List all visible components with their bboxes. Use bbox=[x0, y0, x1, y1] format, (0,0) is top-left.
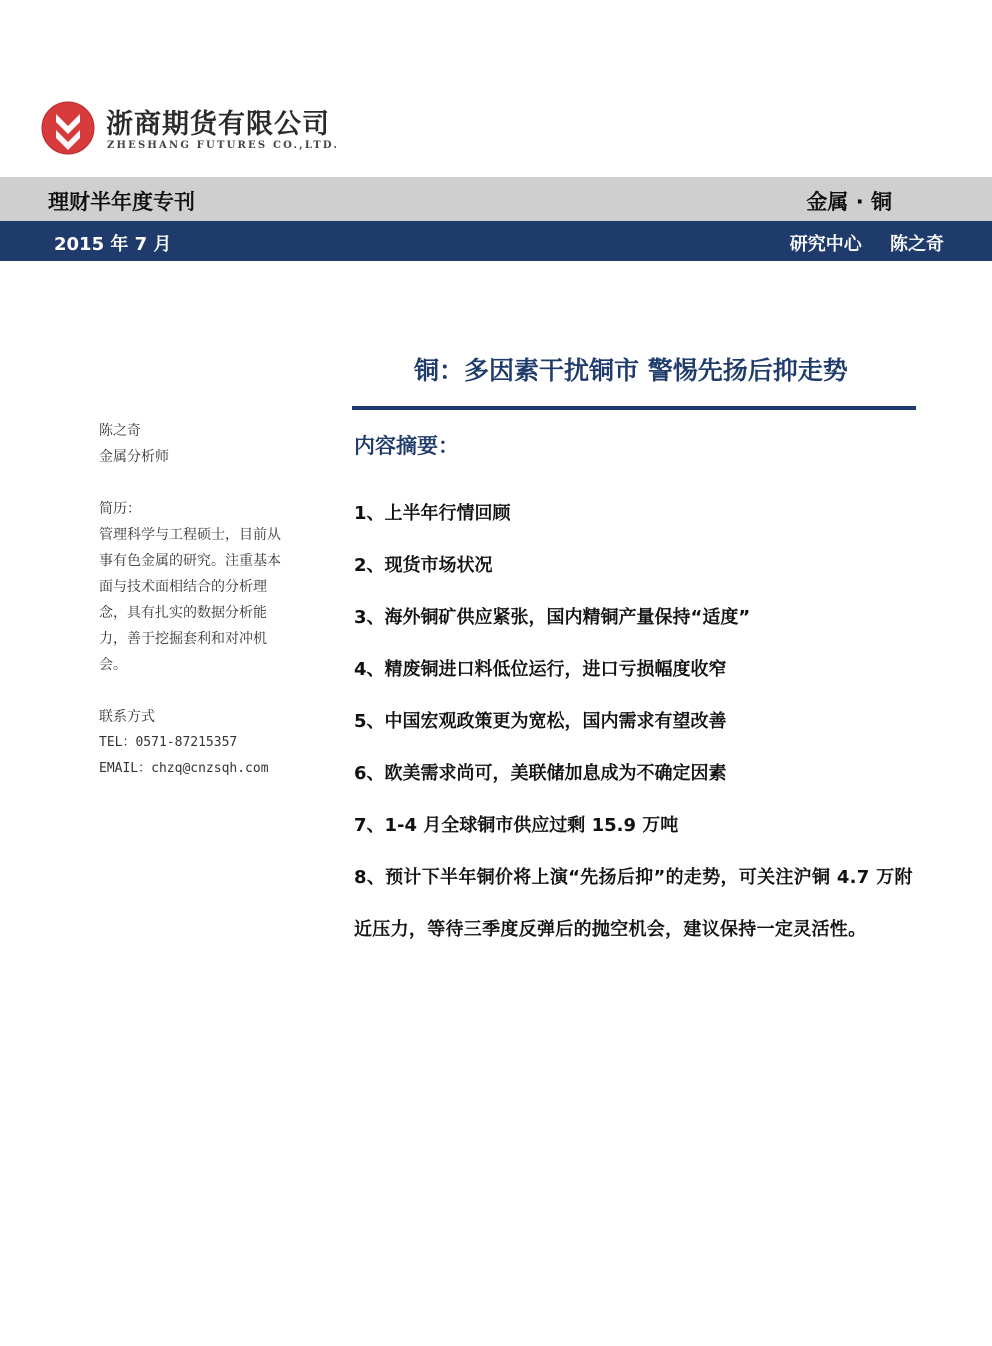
title-divider bbox=[352, 406, 916, 410]
company-logo bbox=[40, 100, 340, 160]
resume-line: 事有色金属的研究。注重基本 bbox=[99, 553, 281, 569]
abstract-point: 2、现货市场状况 bbox=[354, 555, 493, 576]
abstract-heading: 内容摘要： bbox=[354, 434, 459, 458]
abstract-point: 4、精废铜进口料低位运行，进口亏损幅度收窄 bbox=[354, 659, 727, 680]
resume-line: 面与技术面相结合的分析理 bbox=[99, 579, 267, 595]
abstract-point: 5、中国宏观政策更为宽松，国内需求有望改善 bbox=[354, 711, 727, 732]
analyst-role: 金属分析师 bbox=[99, 449, 169, 465]
abstract-point: 1、上半年行情回顾 bbox=[354, 503, 511, 524]
info-band bbox=[0, 221, 992, 261]
resume-line: 力，善于挖掘套利和对冲机 bbox=[99, 631, 267, 647]
resume-line: 管理科学与工程硕士，目前从 bbox=[99, 527, 281, 543]
publication-band bbox=[0, 177, 992, 221]
abstract-points bbox=[354, 488, 924, 956]
author: 陈之奇 bbox=[890, 234, 944, 255]
report-category: 金属 · 铜 bbox=[806, 190, 892, 214]
abstract-point: 7、1-4 月全球铜市供应过剩 15.9 万吨 bbox=[354, 815, 679, 836]
company-name-cn: 浙商期货有限公司 bbox=[106, 109, 330, 140]
company-name-en: ZHESHANG FUTURES CO.,LTD. bbox=[107, 140, 340, 151]
zheshang-logo-icon bbox=[40, 100, 96, 156]
department: 研究中心 bbox=[789, 234, 862, 255]
report-title: 铜：多因素干扰铜市 警惕先扬后抑走势 bbox=[414, 356, 848, 385]
abstract-point: 6、欧美需求尚可，美联储加息成为不确定因素 bbox=[354, 763, 727, 784]
contact-email[interactable]: EMAIL：chzq@cnzsqh.com bbox=[99, 761, 269, 776]
abstract-point: 3、海外铜矿供应紧张，国内精铜产量保持“适度” bbox=[354, 607, 751, 628]
abstract-point: 8、预计下半年铜价将上演“先扬后抑”的走势，可关注沪铜 4.7 万附近压力，等待三季度反弹后的抛空机会，建议保持一定灵活性。 bbox=[354, 867, 913, 940]
contact-label: 联系方式 bbox=[99, 709, 155, 725]
analyst-sidebar bbox=[99, 418, 299, 782]
resume-line: 会。 bbox=[99, 657, 127, 673]
publication-name: 理财半年度专刊 bbox=[48, 190, 195, 214]
analyst-name: 陈之奇 bbox=[99, 423, 141, 439]
resume-line: 念，具有扎实的数据分析能 bbox=[99, 605, 267, 621]
report-byline bbox=[790, 230, 944, 256]
resume-label: 简历： bbox=[99, 501, 141, 517]
report-date: 2015 年 7 月 bbox=[54, 234, 172, 255]
contact-tel: TEL：0571-87215357 bbox=[99, 735, 238, 750]
